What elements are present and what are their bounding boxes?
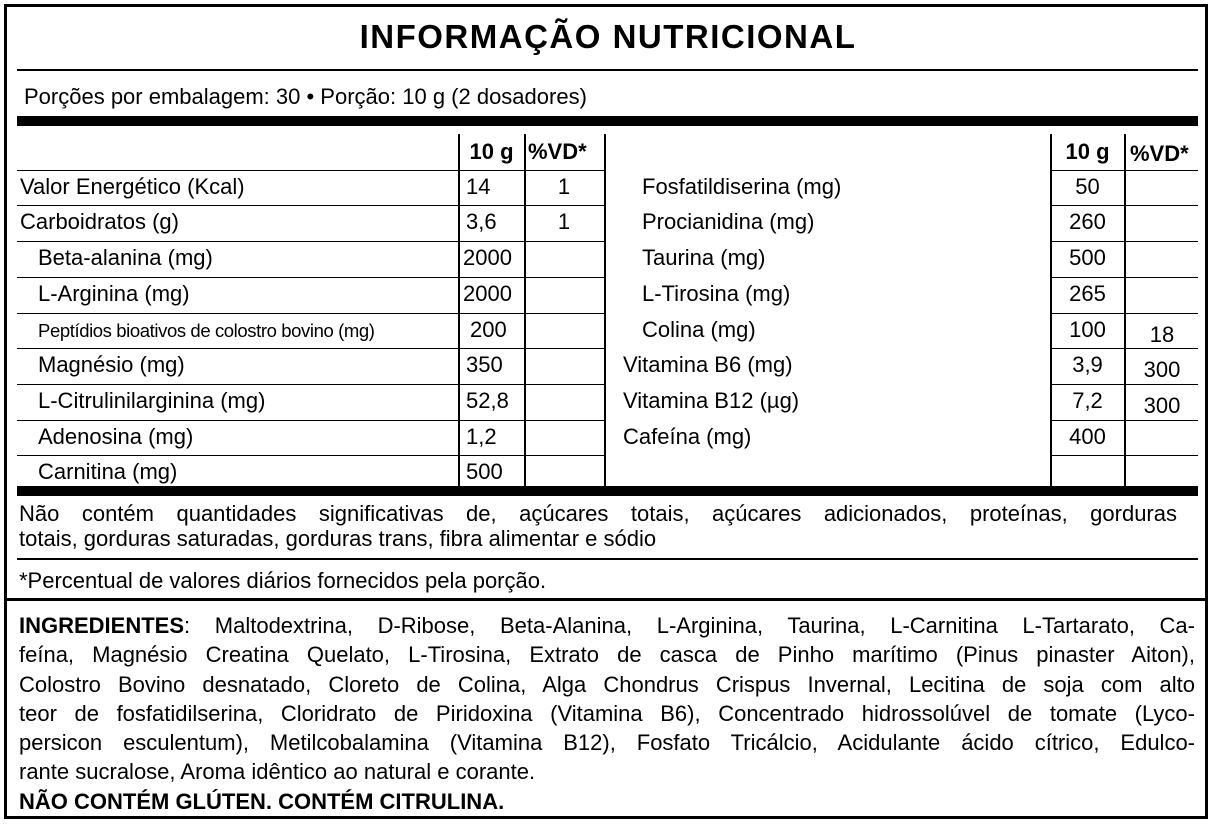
table-row-divider [1050, 455, 1198, 456]
table-row-divider [17, 313, 605, 314]
nutrient-name: Fosfatildiserina (mg) [642, 173, 842, 199]
nutrient-name: Carboidratos (g) [20, 209, 179, 235]
nutrient-name: Magnésio (mg) [38, 352, 185, 378]
nutrient-name: Peptídios bioativos de colostro bovino (mg) [38, 319, 375, 341]
table-row-divider [17, 384, 605, 385]
nutrient-amount: 7,2 [1072, 387, 1103, 413]
vd-footnote: *Percentual de valores diários fornecidos pela porção. [19, 568, 547, 593]
table-column-divider [458, 134, 460, 486]
column-header-amount: 10 g [469, 139, 514, 164]
table-row-divider [1050, 313, 1198, 314]
nutrient-amount: 2000 [463, 245, 512, 271]
nutrient-name: Valor Energético (Kcal) [20, 173, 245, 199]
nutrient-name: Vitamina B12 (µg) [623, 387, 800, 413]
nutrient-vd: 18 [1149, 321, 1175, 347]
label-title: INFORMAÇÃO NUTRICIONAL [359, 18, 857, 55]
table-row-divider [1050, 277, 1198, 278]
ingredients-label: INGREDIENTES [19, 613, 185, 638]
nutrient-name: Beta-alanina (mg) [38, 245, 213, 271]
nutrient-amount: 500 [466, 459, 503, 485]
table-row-divider [17, 420, 605, 421]
table-column-divider [1124, 134, 1126, 486]
nutrient-amount: 14 [466, 173, 491, 199]
nutrient-amount: 2000 [463, 280, 512, 306]
nutrient-name: Cafeína (mg) [623, 423, 752, 449]
table-row-divider [17, 277, 605, 278]
nutrient-amount: 400 [1069, 423, 1106, 449]
nutrient-name: Colina (mg) [642, 316, 756, 342]
ingredients-line: INGREDIENTES: Maltodextrina, D-Ribose, Beta-Alanina, L-Arginina, Taurina, L-Carnitina L-Tartarato, Ca- [19, 613, 1195, 638]
table-row-divider [1050, 420, 1198, 421]
gluten-warning: NÃO CONTÉM GLÚTEN. CONTÉM CITRULINA. [19, 788, 505, 814]
nutrient-vd: 300 [1143, 392, 1181, 418]
thick-divider [17, 116, 1198, 126]
thick-divider [17, 486, 1198, 496]
table-row-divider [1050, 348, 1198, 349]
nutrient-amount: 350 [466, 352, 503, 378]
nutrient-amount: 1,2 [466, 423, 497, 449]
nutrient-amount: 50 [1075, 173, 1100, 199]
nutrient-amount: 100 [1069, 316, 1106, 342]
nutrient-amount: 265 [1069, 280, 1106, 306]
nutrient-vd: 300 [1143, 357, 1181, 383]
nutrient-vd: 1 [557, 173, 571, 199]
note-line: totais, gorduras saturadas, gorduras trans, fibra alimentar e sódio [19, 526, 657, 551]
ingredients-line: teor de fosfatidilserina, Cloridrato de Piridoxina (Vitamina B6), Concentrado hidrossolúvel de tomate (Lyco- [19, 700, 1195, 726]
nutrient-amount: 3,6 [466, 209, 497, 235]
nutrient-amount: 260 [1069, 209, 1106, 235]
divider [17, 558, 1198, 560]
divider [17, 69, 1198, 71]
table-row-divider [1050, 170, 1198, 171]
table-row-divider [1050, 205, 1198, 206]
column-header-vd: %VD* [1130, 141, 1189, 166]
thick-divider [4, 598, 1208, 601]
portion-info: Porções por embalagem: 30 • Porção: 10 g (2 dosadores) [24, 84, 587, 109]
table-row-divider [17, 241, 605, 242]
table-row-divider [17, 205, 605, 206]
table-row-divider [17, 170, 605, 171]
nutrient-name: Procianidina (mg) [642, 209, 815, 235]
nutrient-name: Vitamina B6 (mg) [623, 352, 793, 378]
ingredients-line: Colostro Bovino desnatado, Cloreto de Colina, Alga Chondrus Crispus Invernal, Lecitina de soja com alto [19, 671, 1195, 697]
nutrient-name: L-Tirosina (mg) [642, 280, 791, 306]
nutrient-vd: 1 [557, 209, 571, 235]
nutrient-name: L-Arginina (mg) [38, 280, 190, 306]
nutrient-name: Adenosina (mg) [38, 423, 194, 449]
not-significant-note [19, 501, 1177, 551]
table-row-divider [17, 455, 605, 456]
ingredients-line: feína, Magnésio Creatina Quelato, L-Tirosina, Extrato de casca de Pinho marítimo (Pinus pinaster Aiton), [19, 642, 1195, 668]
nutrient-name: Taurina (mg) [642, 245, 766, 271]
ingredients-section [19, 611, 1195, 816]
nutrient-amount: 3,9 [1072, 352, 1103, 378]
nutrient-amount: 200 [470, 316, 507, 342]
column-header-amount: 10 g [1065, 139, 1110, 164]
table-column-divider [604, 134, 606, 486]
table-row-divider [1050, 384, 1198, 385]
nutrient-name: Carnitina (mg) [38, 459, 178, 485]
table-row-divider [17, 348, 605, 349]
nutrient-name: L-Citrulinilarginina (mg) [38, 387, 266, 413]
table-row-divider [1050, 241, 1198, 242]
note-line: Não contém quantidades significativas de, açúcares totais, açúcares adicionados, proteínas, gorduras [19, 501, 1177, 526]
ingredients-line: rante sucralose, Aroma idêntico ao natural e corante. [19, 759, 536, 785]
nutrient-amount: 500 [1069, 245, 1106, 271]
ingredients-line: persicon esculentum), Metilcobalamina (Vitamina B12), Fosfato Tricálcio, Acidulante ácido cítrico, Edulco- [19, 730, 1195, 756]
nutrient-amount: 52,8 [466, 387, 509, 413]
column-header-vd: %VD* [528, 139, 587, 164]
